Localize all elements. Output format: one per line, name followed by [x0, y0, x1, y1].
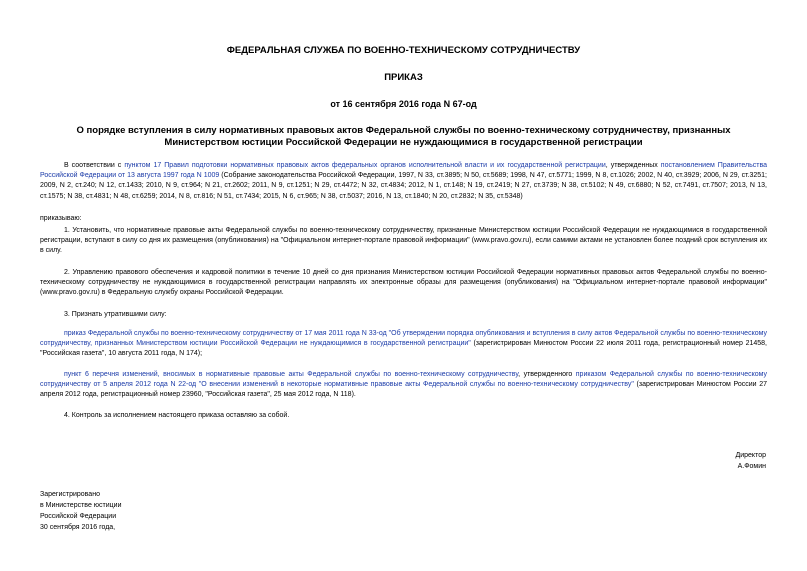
document-title: О порядке вступления в силу нормативных правовых актов Федеральной службы по военно-техническому сотрудничеству, признанных Министерством юстиции Российской Федерации не нуждающимися в государственной регистрации	[76, 125, 731, 148]
item-3a-link[interactable]: приказ Федеральной службы по военно-техническому сотрудничеству от 17 мая 2011 года N 33-од "Об утверждении порядка опубликования и вступления в силу актов Федеральной службы по военно-техническому сотрудничеству, признанных Министерством юстиции Российской Федерации не нуждающимися в государственной регистрации"	[40, 330, 767, 348]
registration-line-4: 30 сентября 2016 года,	[40, 524, 116, 531]
item-3: 3. Признать утратившими силу:	[64, 311, 167, 318]
basis-paragraph	[40, 161, 767, 202]
item-3b-suffix: (зарегистрирован Минюстом России 27 апреля 2012 года, регистрационный номер 23960, "Российская газета", 25 мая 2012 года, N 118).	[40, 381, 767, 399]
registration-line-3: Российской Федерации	[40, 513, 117, 520]
item-3a	[40, 329, 767, 360]
item-4: 4. Контроль за исполнением настоящего приказа оставляю за собой.	[64, 412, 290, 419]
registration-line-1: Зарегистрировано	[40, 491, 100, 498]
basis-suffix: (Собрание законодательства Российской Федерации, 1997, N 33, ст.3895; N 50, ст.5689; 1998, N 47, ст.5771; 1999, N 8, ст.1026; 2002, N 40, ст.3929; 2006, N 29, ст.3251; 2009, N 2, ст.240; N 12, ст.1433; 2010, N 9, ст.964; N 21, ст.2602; 2011, N 9, ст.1251; N 29, ст.4472; N 32, ст.4834; 2012, N 1, ст.148; N 19, ст.2419; N 27, ст.3739; N 38, ст.5102; N 49, ст.6880; N 52, ст.7491, ст.7507; 2013, N 13, ст.1575; N 38, ст.4831; N 48, ст.6259; 2014, N 8, ст.816; N 51, ст.7434; 2015, N 6, ст.965; N 38, ст.5037; 2016, N 13, ст.1840; N 20, ст.2832; N 35, ст.5348)	[40, 172, 767, 200]
registration-line-2: в Министерстве юстиции	[40, 502, 122, 509]
agency-name: ФЕДЕРАЛЬНАЯ СЛУЖБА ПО ВОЕННО-ТЕХНИЧЕСКОМУ СОТРУДНИЧЕСТВУ	[226, 45, 581, 56]
document-type: ПРИКАЗ	[384, 72, 423, 83]
item-3b-link[interactable]: пункт 6 перечня изменений, вносимых в нормативные правовые акты Федеральной службы по военно-техническому сотрудничеству	[64, 371, 519, 378]
item-2: 2. Управлению правового обеспечения и кадровой политики в течение 10 дней со дня признания Министерством юстиции Российской Федерации нормативных правовых актов Федеральной службы по военно-техническому сотрудничеству не нуждающимися в государственной регистрации направлять их электронные образы для размещения (опубликования) на "Официальном интернет-портале правовой информации" (www.pravo.gov.ru) в Федеральную службу охраны Российской Федерации.	[40, 269, 767, 297]
item-3b	[40, 370, 767, 401]
orders-word: приказываю:	[40, 215, 82, 222]
basis-prefix: В соответствии с	[64, 162, 125, 169]
signature-name: А.Фомин	[737, 463, 766, 470]
document-date-number: от 16 сентября 2016 года N 67-од	[330, 99, 477, 109]
signature-position: Директор	[735, 452, 766, 459]
basis-link-resolution[interactable]: постановлением Правительства Российской Федерации от 13 августа 1997 года N 1009	[40, 162, 768, 180]
basis-link-rules[interactable]: пунктом 17 Правил подготовки нормативных правовых актов федеральных органов исполнительной власти и их государственной регистрации	[124, 162, 606, 169]
item-3a-suffix: (зарегистрирован Минюстом России 22 июля 2011 года, регистрационный номер 21458, "Российская газета", 10 августа 2011 года, N 174);	[40, 340, 767, 358]
item-1: 1. Установить, что нормативные правовые акты Федеральной службы по военно-техническому сотрудничеству, признанные Министерством юстиции Российской Федерации не нуждающимися в государственной регистрации, вступают в силу со дня их размещения (опубликования) на "Официальном интернет-портале правовой информации" (www.pravo.gov.ru), если самими актами не установлен более поздний срок вступления их в силу.	[40, 227, 767, 255]
item-3b-link-order[interactable]: приказом Федеральной службы по военно-техническому сотрудничеству от 5 апреля 2012 года N 22-од "О внесении изменений в некоторые нормативные правовые акты Федеральной службы по военно-техническому сотрудничеству"	[40, 371, 768, 389]
basis-mid: , утвержденных	[605, 162, 661, 169]
item-3b-mid: , утвержденного	[518, 371, 576, 378]
